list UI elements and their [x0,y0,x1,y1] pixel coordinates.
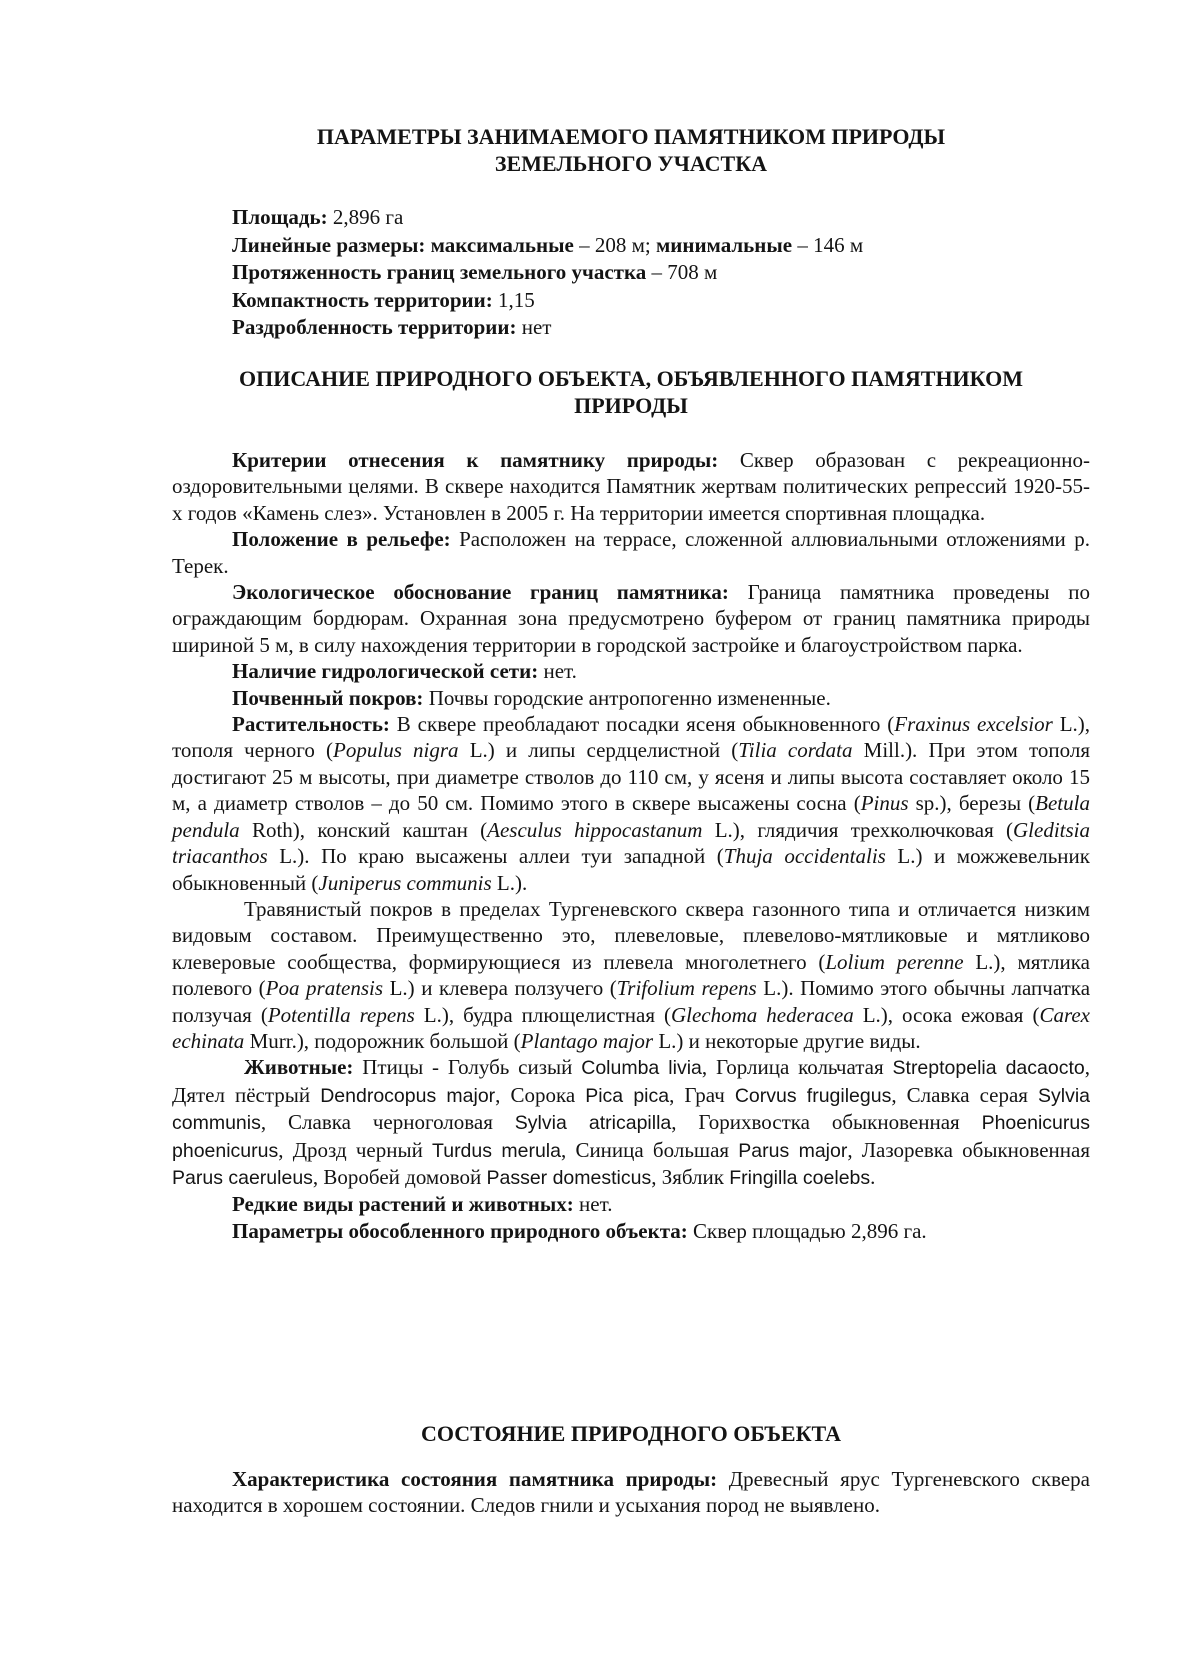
heading-line: ЗЕМЕЛЬНОГО УЧАСТКА [494,151,768,176]
state-body [172,1466,1090,1519]
paragraph-isolated-object: Параметры обособленного природного объекта: Сквер площадью 2,896 га. [232,1218,927,1243]
heading-line: ПРИРОДЫ [574,393,688,418]
param-boundary-length: Протяженность границ земельного участка – 708 м [232,260,718,284]
parameters-list [232,204,1090,342]
description-body [172,447,1090,1244]
section-heading-state: СОСТОЯНИЕ ПРИРОДНОГО ОБЪЕКТА [421,1421,841,1446]
paragraph-animals: Животные: Птицы - Голубь сизый Columba livia, Горлица кольчатая Streptopelia dacaocto, Дятел пёстрый Dendrocopus major, Сорока Pica pica, Грач Corvus frugilegus, Славка серая Sylvia communis, Славка черноголовая Sylvia atricapilla, Горихвостка обыкновенная Phoenicurus phoenicurus, Дрозд черный Turdus merula, Синица большая Parus major, Лазоревка обыкновенная Parus caeruleus, Воробей домовой Passer domesticus, Зяблик Fringilla coelebs. [172,1055,1091,1189]
paragraph-vegetation: Растительность: В сквере преобладают посадки ясеня обыкновенного (Fraxinus excelsior L.), тополя черного (Populus nigra L.) и липы сердцелистной (Tilia cordata Mill.). При этом тополя достигают 25 м высоты, при диаметре стволов до 110 см, у ясеня и липы высота составляет около 15 м, а диаметр стволов – до 50 см. Помимо этого в сквере высажены сосна (Pinus sp.), березы (Betula pendula Roth), конский каштан (Aesculus hippocastanum L.), глядичия трехколючковая (Gleditsia triacanthos L.). По краю высажены аллеи туи западной (Thuja occidentalis L.) и можжевельник обыкновенный (Juniperus communis L.). [172,712,1091,895]
section-heading-description [172,365,1090,419]
section-heading-parameters [172,123,1090,177]
paragraph-criteria: Критерии отнесения к памятнику природы: Сквер образован с рекреационно-оздоровительными целями. В сквере находится Памятник жертвам политических репрессий 1920-55-х годов «Камень слез». Установлен в 2005 г. На территории имеется спортивная площадка. [172,448,1091,525]
paragraph-relief: Положение в рельефе: Расположен на террасе, сложенной аллювиальными отложениями р. Терек. [172,527,1090,578]
heading-line: ПАРАМЕТРЫ ЗАНИМАЕМОГО ПАМЯТНИКОМ ПРИРОДЫ [316,124,946,149]
param-compactness: Компактность территории: 1,15 [232,287,535,312]
paragraph-soil: Почвенный покров: Почвы городские антропогенно измененные. [232,685,831,710]
paragraph-rare-species: Редкие виды растений и животных: нет. [232,1192,613,1217]
param-linear-sizes: Линейные размеры: максимальные – 208 м; минимальные – 146 м [232,232,864,257]
paragraph-ecology: Экологическое обоснование границ памятника: Граница памятника проведены по ограждающим бордюрам. Охранная зона предусмотрено буфером от границ памятника природы шириной 5 м, в силу нахождения территории в городской застройке и благоустройством парка. [172,580,1090,657]
paragraph-hydrology: Наличие гидрологической сети: нет. [232,659,577,684]
param-fragmentation: Раздробленность территории: нет [232,315,552,339]
param-area: Площадь: 2,896 га [232,205,404,229]
paragraph-grass-cover: Травянистый покров в пределах Тургеневского сквера газонного типа и отличается низким видовым составом. Преимущественно это, плевеловые, плевелово-мятликовые и мятликово клеверовые сообщества, формирующиеся из плевела многолетнего (Lolium perenne L.), мятлика полевого (Poa pratensis L.) и клевера ползучего (Trifolium repens L.). Помимо этого обычны лапчатка ползучая (Potentilla repens L.), будра плющелистная (Glechoma hederacea L.), осока ежовая (Carex echinata Murr.), подорожник большой (Plantago major L.) и некоторые другие виды. [172,896,1091,1053]
paragraph-state-characteristic: Характеристика состояния памятника природы: Древесный ярус Тургеневского сквера находится в хорошем состоянии. Следов гнили и усыхания пород не выявлено. [172,1467,1090,1518]
heading-line: ОПИСАНИЕ ПРИРОДНОГО ОБЪЕКТА, ОБЪЯВЛЕННОГО ПАМЯТНИКОМ [239,366,1023,391]
